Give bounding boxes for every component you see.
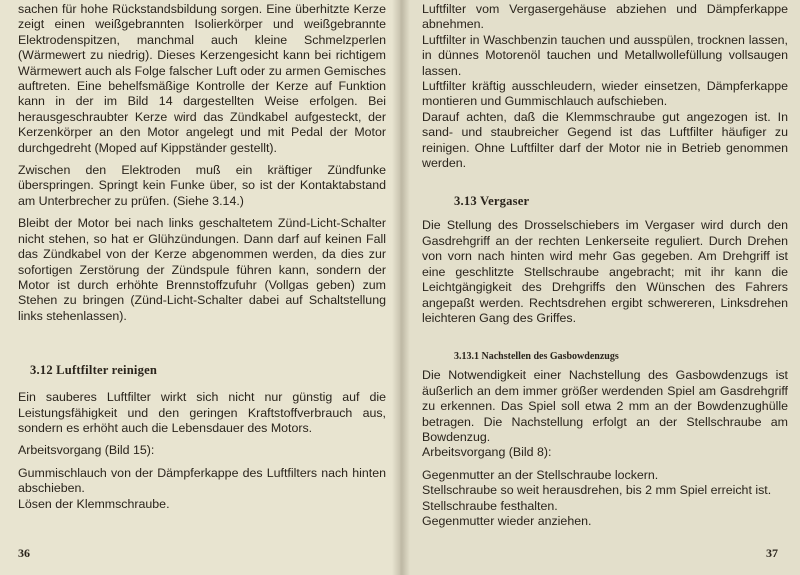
section-heading-vergaser: 3.13 Vergaser — [454, 194, 530, 209]
right-paragraph-1: Luftfilter vom Vergasergehäuse abziehen und Dämpferkappe abnehmen. — [422, 2, 788, 32]
left-paragraph-4: Ein sauberes Luftfilter wirkt sich nicht nur günstig auf die Leistungsfähigkeit und den geringen Kraftstoffverbrauch aus, sondern es erhöht auch die Lebensdauer des Motors. — [18, 390, 386, 435]
page-number-left: 36 — [18, 545, 30, 560]
page-number-right: 37 — [766, 545, 778, 560]
right-paragraph-4: Darauf achten, daß die Klemmschraube gut angezogen ist. In sand- und staubreicher Gegend ist das Luftfilter häufiger zu reinigen. Ohne Luftfilter darf der Motor nie in Betrieb genommen werden. — [422, 109, 788, 171]
subsection-heading-gasbowdenzug: 3.13.1 Nachstellen des Gasbowdenzugs — [454, 351, 619, 363]
instruction-line-1: Gegenmutter an der Stellschraube lockern. — [422, 467, 659, 482]
right-paragraph-7: Arbeitsvorgang (Bild 8): — [422, 445, 552, 460]
left-paragraph-7: Lösen der Klemmschraube. — [18, 496, 170, 511]
left-paragraph-2: Zwischen den Elektroden muß ein kräftiger Zündfunke überspringen. Springt kein Funke über, so ist der Kontaktabstand am Unterbrecher zu prüfen. (Siehe 3.14.) — [18, 163, 386, 208]
left-paragraph-3: Bleibt der Motor bei nach links geschaltetem Zünd-Licht-Schalter nicht stehen, so hat er Glühzündungen. Dann darf auf keinen Fall das Zündkabel von der Kerze abgenommen werden, da dies zur sofortigen Zerstörung der Zündspule führen kann, sondern der Motor ist durch erhöhte Brennstoffzufuhr (Vollgas geben) zum Stehen zu bringen (Zünd-Licht-Schalter dabei auf Schaltstellung links stehenlassen). — [18, 216, 386, 323]
right-paragraph-5: Die Stellung des Drosselschiebers im Vergaser wird durch den Gasdrehgriff an der rechten Lenkerseite reguliert. Durch Drehen von vorn nach hinten wird mehr Gas gegeben. Am Drehgriff ist eine geschlitzte Stellschraube angebracht; mit ihr kann die Leichtgängigkeit des Drehgriffs den Wünschen des Fahrers angepaßt werden. Rechtsdrehen ergibt schwereren, Linksdrehen leichteren Gang des Griffes. — [422, 218, 788, 325]
left-paragraph-5: Arbeitsvorgang (Bild 15): — [18, 443, 155, 458]
right-page — [400, 0, 800, 575]
instruction-line-2: Stellschraube so weit herausdrehen, bis 2 mm Spiel erreicht ist. — [422, 483, 772, 498]
instruction-line-4: Gegenmutter wieder anziehen. — [422, 513, 592, 528]
instruction-line-3: Stellschraube festhalten. — [422, 498, 558, 513]
left-paragraph-1: sachen für hohe Rückstandsbildung sorgen. Eine überhitzte Kerze zeigt einen weißgebrannten Isolierkörper und weißgebrannte Elektrodenspitzen, manchmal auch kleine Schmelzperlen (Wärmewert zu niedrig). Dieses Kerzengesicht kann bei richtigem Wärmewert auch als Folge falscher Luft oder zu armen Gemisches auftreten. Eine behelfsmäßige Kontrolle der Kerze auf Funktion kann in der im Bild 14 dargestellten Weise erfolgen. Bei herausgeschraubter Kerze wird das Zündkabel aufgesteckt, der Kerzenkörper an den Motor angelegt und mit Pedal der Motor durchgedreht (Moped auf Kippständer gestellt). — [18, 2, 386, 155]
left-paragraph-6: Gummischlauch von der Dämpferkappe des Luftfilters nach hinten abschieben. — [18, 465, 386, 496]
right-paragraph-6: Die Notwendigkeit einer Nachstellung des Gasbowdenzugs ist äußerlich an dem immer größer werdenden Spiel am Gasdrehgriff zu erkennen. Das Spiel soll etwa 2 mm an der Bowdenzughülle betragen. Die Nachstellung erfolgt an der Stellschraube am Bowdenzug. — [422, 368, 788, 444]
book-gutter — [392, 0, 410, 575]
section-heading-luftfilter: 3.12 Luftfilter reinigen — [30, 363, 158, 378]
right-paragraph-2: Luftfilter in Waschbenzin tauchen und ausspülen, trocknen lassen, in dünnes Motorenöl tauchen und Metallwollefüllung vollsaugen lassen. — [422, 32, 788, 78]
right-paragraph-3: Luftfilter kräftig ausschleudern, wieder einsetzen, Dämpferkappe montieren und Gummischlauch aufschieben. — [422, 79, 788, 109]
